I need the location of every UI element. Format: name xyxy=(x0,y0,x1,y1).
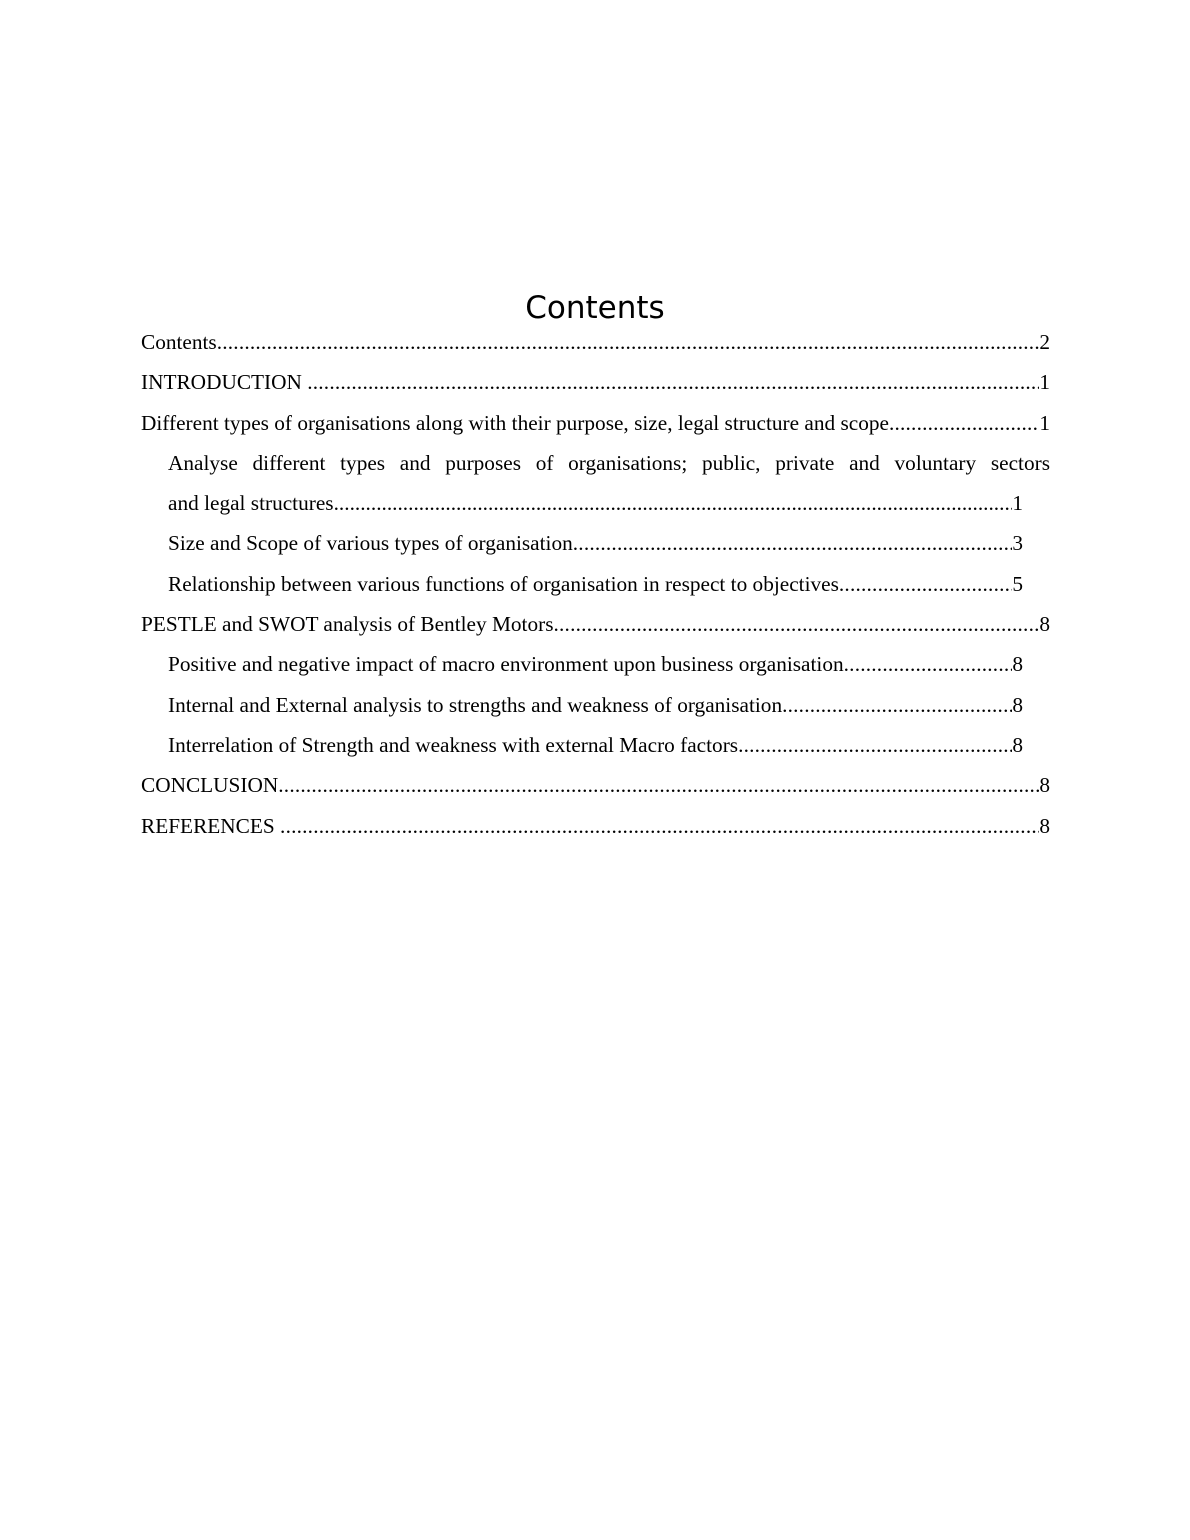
toc-page-number: 8 xyxy=(1012,732,1023,757)
toc-page-number: 8 xyxy=(1012,652,1023,677)
toc-dot-leader xyxy=(844,644,1013,684)
toc-page-number: 8 xyxy=(1012,692,1023,717)
toc-entry-label: Contents xyxy=(141,330,217,354)
toc-page-number: 2 xyxy=(1039,330,1050,354)
toc-dot-leader xyxy=(217,322,1040,362)
toc-entry-label-line1: Analyse different types and purposes of organisations; public, private and voluntary sectors xyxy=(168,450,1050,475)
toc-entry-size-scope[interactable] xyxy=(141,523,1050,563)
toc-entry-label: Size and Scope of various types of organisation xyxy=(168,531,573,556)
toc-dot-leader xyxy=(307,362,1039,402)
toc-entry-contents[interactable] xyxy=(141,322,1050,362)
toc-entry-label-line2: and legal structures xyxy=(168,491,334,516)
toc-page-number: 3 xyxy=(1012,531,1023,556)
toc-entry-references[interactable] xyxy=(141,806,1050,846)
toc-entry-macro-impact[interactable] xyxy=(141,644,1050,684)
toc-entry-analyse-types[interactable] xyxy=(141,443,1050,524)
toc-dot-leader xyxy=(554,604,1040,644)
toc-entry-introduction[interactable] xyxy=(141,362,1050,402)
table-of-contents xyxy=(141,322,1050,846)
toc-page-number: 8 xyxy=(1039,773,1050,798)
toc-page-number: 1 xyxy=(1039,370,1050,395)
toc-entry-relationship-functions[interactable] xyxy=(141,564,1050,604)
toc-dot-leader xyxy=(280,806,1039,846)
toc-dot-leader xyxy=(782,685,1012,725)
toc-entry-label: Positive and negative impact of macro environment upon business organisation xyxy=(168,652,844,677)
toc-entry-label: INTRODUCTION xyxy=(141,370,308,395)
toc-entry-internal-external[interactable] xyxy=(141,685,1050,725)
toc-page-number: 8 xyxy=(1039,813,1050,838)
toc-entry-label: CONCLUSION xyxy=(141,773,279,798)
toc-dot-leader xyxy=(889,403,1039,443)
toc-dot-leader xyxy=(573,523,1013,563)
toc-dot-leader xyxy=(839,564,1012,604)
toc-entry-label: Relationship between various functions of organisation in respect to objectives xyxy=(168,571,839,596)
toc-entry-interrelation[interactable] xyxy=(141,725,1050,765)
toc-entry-conclusion[interactable] xyxy=(141,765,1050,805)
toc-heading: Contents xyxy=(525,290,665,326)
toc-page-number: 5 xyxy=(1012,571,1023,596)
toc-dot-leader xyxy=(278,765,1039,805)
toc-dot-leader xyxy=(334,483,1013,523)
toc-entry-label: REFERENCES xyxy=(141,813,281,838)
toc-dot-leader xyxy=(738,725,1012,765)
toc-page-number: 1 xyxy=(1039,410,1050,435)
toc-entry-label: Interrelation of Strength and weakness with external Macro factors xyxy=(168,732,739,757)
toc-page-number: 8 xyxy=(1039,612,1050,637)
toc-page-number: 1 xyxy=(1012,491,1023,516)
toc-entry-label: PESTLE and SWOT analysis of Bentley Motors xyxy=(141,612,554,637)
toc-entry-label: Internal and External analysis to strengths and weakness of organisation xyxy=(168,692,783,717)
toc-entry-organisation-types[interactable] xyxy=(141,403,1050,443)
toc-entry-label: Different types of organisations along with their purpose, size, legal structure and scope xyxy=(141,410,889,435)
toc-entry-pestle-swot[interactable] xyxy=(141,604,1050,644)
